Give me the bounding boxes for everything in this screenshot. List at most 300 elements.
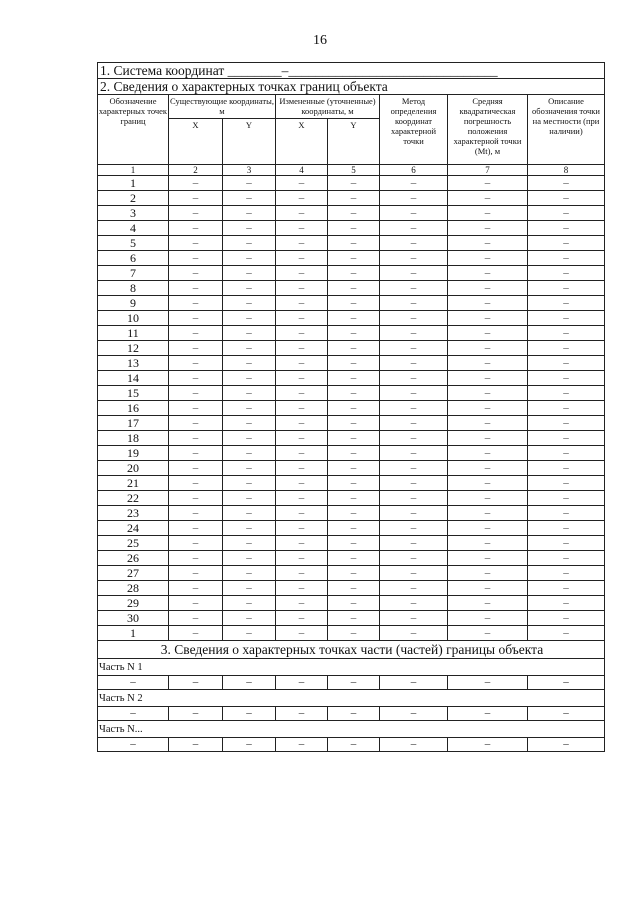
empty-value: –	[380, 521, 448, 536]
table-row	[98, 311, 605, 326]
column-number: 2	[169, 165, 223, 176]
empty-value: –	[276, 611, 328, 626]
empty-value: –	[528, 566, 605, 581]
empty-value: –	[223, 596, 276, 611]
empty-value: –	[276, 176, 328, 191]
point-number: 18	[98, 431, 169, 446]
empty-value: –	[528, 296, 605, 311]
empty-value: –	[223, 461, 276, 476]
empty-value: –	[380, 491, 448, 506]
table-row	[98, 476, 605, 491]
empty-value: –	[528, 371, 605, 386]
empty-value: –	[169, 551, 223, 566]
empty-value: –	[380, 476, 448, 491]
empty-value: –	[276, 236, 328, 251]
empty-value: –	[223, 266, 276, 281]
empty-value: –	[276, 491, 328, 506]
empty-value: –	[448, 356, 528, 371]
empty-value: –	[328, 311, 380, 326]
empty-value: –	[276, 281, 328, 296]
empty-value: –	[328, 401, 380, 416]
empty-value: –	[380, 266, 448, 281]
empty-value: –	[528, 266, 605, 281]
header-method: Метод определения координат характерной точки	[380, 95, 448, 165]
empty-value: –	[223, 341, 276, 356]
part-row	[98, 738, 605, 752]
point-number: 8	[98, 281, 169, 296]
empty-value: –	[276, 401, 328, 416]
point-number: 10	[98, 311, 169, 326]
empty-value: –	[448, 446, 528, 461]
empty-value: –	[528, 341, 605, 356]
empty-value: –	[169, 611, 223, 626]
point-number: 4	[98, 221, 169, 236]
empty-value: –	[528, 506, 605, 521]
empty-value: –	[448, 326, 528, 341]
empty-value: –	[276, 536, 328, 551]
empty-value: –	[380, 626, 448, 641]
empty-value: –	[169, 386, 223, 401]
empty-value: –	[528, 536, 605, 551]
point-number: 29	[98, 596, 169, 611]
empty-value: –	[328, 326, 380, 341]
point-number: 17	[98, 416, 169, 431]
empty-value: –	[448, 491, 528, 506]
empty-value: –	[380, 176, 448, 191]
table-row	[98, 596, 605, 611]
empty-value: –	[169, 626, 223, 641]
empty-value: –	[380, 311, 448, 326]
empty-value: –	[528, 551, 605, 566]
empty-value: –	[223, 536, 276, 551]
table-row	[98, 266, 605, 281]
empty-value: –	[528, 191, 605, 206]
point-number: 21	[98, 476, 169, 491]
point-number: 24	[98, 521, 169, 536]
empty-value: –	[169, 581, 223, 596]
table-row	[98, 566, 605, 581]
empty-value: –	[380, 738, 448, 752]
column-number: 5	[328, 165, 380, 176]
column-number: 1	[98, 165, 169, 176]
empty-value: –	[328, 176, 380, 191]
empty-value: –	[169, 491, 223, 506]
empty-value: –	[328, 566, 380, 581]
empty-value: –	[328, 371, 380, 386]
empty-value: –	[528, 401, 605, 416]
empty-value: –	[380, 566, 448, 581]
table-row	[98, 296, 605, 311]
empty-value: –	[276, 191, 328, 206]
empty-value: –	[328, 738, 380, 752]
empty-value: –	[276, 566, 328, 581]
header-existing-coords: Существующие координаты, м	[169, 95, 276, 119]
point-number: 20	[98, 461, 169, 476]
empty-value: –	[223, 431, 276, 446]
empty-value: –	[448, 581, 528, 596]
empty-value: –	[380, 707, 448, 721]
table-row	[98, 416, 605, 431]
empty-value: –	[328, 266, 380, 281]
table-row	[98, 371, 605, 386]
empty-value: –	[223, 581, 276, 596]
section-3-title: 3. Сведения о характерных точках части (частей) границы объекта	[98, 641, 605, 659]
empty-value: –	[169, 371, 223, 386]
empty-value: –	[528, 581, 605, 596]
empty-value: –	[380, 251, 448, 266]
coordinate-system-label: 1. Система координат	[100, 63, 225, 78]
empty-value: –	[448, 416, 528, 431]
point-number: 2	[98, 191, 169, 206]
point-number: 11	[98, 326, 169, 341]
empty-value: –	[169, 676, 223, 690]
coordinate-system-dash: –	[281, 63, 289, 78]
empty-value: –	[528, 416, 605, 431]
empty-value: –	[448, 386, 528, 401]
coordinate-system-line	[98, 63, 605, 79]
empty-value: –	[448, 206, 528, 221]
empty-value: –	[448, 551, 528, 566]
empty-value: –	[448, 431, 528, 446]
empty-value: –	[380, 281, 448, 296]
empty-value: –	[276, 521, 328, 536]
point-number: 15	[98, 386, 169, 401]
table-row	[98, 326, 605, 341]
header-existing-x: X	[169, 119, 223, 165]
header-changed-x: X	[276, 119, 328, 165]
column-number: 3	[223, 165, 276, 176]
empty-value: –	[223, 707, 276, 721]
table-row	[98, 386, 605, 401]
empty-value: –	[528, 491, 605, 506]
empty-value: –	[380, 401, 448, 416]
point-number: 12	[98, 341, 169, 356]
empty-value: –	[448, 566, 528, 581]
empty-value: –	[276, 356, 328, 371]
point-number: 28	[98, 581, 169, 596]
table-row	[98, 581, 605, 596]
empty-value: –	[448, 296, 528, 311]
empty-value: –	[328, 596, 380, 611]
empty-value: –	[169, 341, 223, 356]
part-label: Часть N 1	[98, 659, 605, 676]
empty-value: –	[169, 176, 223, 191]
empty-value: –	[528, 281, 605, 296]
empty-value: –	[223, 611, 276, 626]
point-number: 6	[98, 251, 169, 266]
empty-value: –	[380, 676, 448, 690]
empty-value: –	[276, 461, 328, 476]
table-row	[98, 431, 605, 446]
empty-value: –	[223, 371, 276, 386]
empty-value: –	[276, 738, 328, 752]
table-row	[98, 521, 605, 536]
empty-value: –	[528, 676, 605, 690]
empty-value: –	[528, 738, 605, 752]
point-number: 1	[98, 176, 169, 191]
empty-value: –	[328, 476, 380, 491]
empty-value: –	[528, 521, 605, 536]
empty-value: –	[276, 386, 328, 401]
coordinate-system-blank-1: ________	[227, 63, 282, 78]
empty-value: –	[380, 446, 448, 461]
empty-value: –	[380, 416, 448, 431]
empty-value: –	[328, 611, 380, 626]
empty-value: –	[328, 521, 380, 536]
empty-value: –	[328, 221, 380, 236]
empty-value: –	[448, 311, 528, 326]
empty-value: –	[276, 431, 328, 446]
empty-value: –	[223, 386, 276, 401]
empty-value: –	[328, 446, 380, 461]
empty-value: –	[276, 296, 328, 311]
coordinate-system-blank-2: _______________________________	[288, 63, 498, 78]
empty-value: –	[276, 341, 328, 356]
table-row	[98, 206, 605, 221]
empty-value: –	[276, 707, 328, 721]
empty-value: –	[276, 676, 328, 690]
empty-value: –	[528, 596, 605, 611]
empty-value: –	[276, 476, 328, 491]
empty-value: –	[328, 491, 380, 506]
empty-value: –	[380, 221, 448, 236]
empty-value: –	[528, 206, 605, 221]
empty-value: –	[169, 596, 223, 611]
boundary-table	[97, 62, 605, 752]
empty-value: –	[328, 551, 380, 566]
empty-value: –	[380, 206, 448, 221]
empty-value: –	[276, 206, 328, 221]
table-row	[98, 251, 605, 266]
empty-value: –	[276, 326, 328, 341]
empty-value: –	[223, 566, 276, 581]
point-number: 23	[98, 506, 169, 521]
empty-value: –	[223, 326, 276, 341]
empty-value: –	[276, 371, 328, 386]
empty-value: –	[528, 356, 605, 371]
empty-value: –	[169, 416, 223, 431]
empty-value: –	[169, 356, 223, 371]
empty-value: –	[328, 281, 380, 296]
part-row	[98, 676, 605, 690]
table-row	[98, 491, 605, 506]
empty-value: –	[328, 341, 380, 356]
empty-value: –	[169, 281, 223, 296]
point-number: 19	[98, 446, 169, 461]
point-number: 16	[98, 401, 169, 416]
table-row	[98, 536, 605, 551]
empty-value: –	[328, 206, 380, 221]
empty-value: –	[328, 236, 380, 251]
empty-value: –	[528, 461, 605, 476]
empty-value: –	[169, 566, 223, 581]
empty-value: –	[223, 506, 276, 521]
header-changed-coords: Измененные (уточненные) координаты, м	[276, 95, 380, 119]
table-row	[98, 401, 605, 416]
column-number: 7	[448, 165, 528, 176]
empty-value: –	[528, 446, 605, 461]
table-row	[98, 281, 605, 296]
empty-value: –	[169, 476, 223, 491]
empty-value: –	[448, 476, 528, 491]
empty-value: –	[276, 311, 328, 326]
table-row	[98, 356, 605, 371]
empty-value: –	[528, 707, 605, 721]
empty-value: –	[328, 386, 380, 401]
empty-value: –	[169, 446, 223, 461]
point-number: 7	[98, 266, 169, 281]
empty-value: –	[380, 191, 448, 206]
empty-value: –	[328, 356, 380, 371]
empty-value: –	[276, 596, 328, 611]
empty-value: –	[528, 221, 605, 236]
point-number: 3	[98, 206, 169, 221]
table-row	[98, 236, 605, 251]
empty-value: –	[328, 416, 380, 431]
empty-value: –	[98, 738, 169, 752]
point-number: 22	[98, 491, 169, 506]
empty-value: –	[223, 446, 276, 461]
empty-value: –	[380, 581, 448, 596]
empty-value: –	[448, 236, 528, 251]
empty-value: –	[276, 626, 328, 641]
empty-value: –	[169, 401, 223, 416]
empty-value: –	[448, 536, 528, 551]
empty-value: –	[169, 326, 223, 341]
table-row	[98, 191, 605, 206]
empty-value: –	[223, 356, 276, 371]
header-changed-y: Y	[328, 119, 380, 165]
empty-value: –	[276, 416, 328, 431]
empty-value: –	[223, 738, 276, 752]
empty-value: –	[169, 707, 223, 721]
point-number: 14	[98, 371, 169, 386]
empty-value: –	[169, 506, 223, 521]
empty-value: –	[223, 476, 276, 491]
empty-value: –	[448, 401, 528, 416]
empty-value: –	[448, 676, 528, 690]
part-label: Часть N...	[98, 721, 605, 738]
empty-value: –	[528, 431, 605, 446]
empty-value: –	[380, 431, 448, 446]
header-point-designation: Обозначение характерных точек границ	[98, 95, 169, 165]
empty-value: –	[448, 596, 528, 611]
point-number: 1	[98, 626, 169, 641]
table-row	[98, 551, 605, 566]
empty-value: –	[223, 191, 276, 206]
empty-value: –	[380, 386, 448, 401]
empty-value: –	[276, 446, 328, 461]
empty-value: –	[328, 581, 380, 596]
empty-value: –	[528, 626, 605, 641]
part-label: Часть N 2	[98, 690, 605, 707]
table-row	[98, 176, 605, 191]
empty-value: –	[223, 251, 276, 266]
empty-value: –	[169, 461, 223, 476]
table-row	[98, 341, 605, 356]
empty-value: –	[448, 738, 528, 752]
point-number: 27	[98, 566, 169, 581]
part-row	[98, 707, 605, 721]
empty-value: –	[223, 491, 276, 506]
column-number: 4	[276, 165, 328, 176]
empty-value: –	[328, 707, 380, 721]
empty-value: –	[223, 221, 276, 236]
empty-value: –	[448, 191, 528, 206]
empty-value: –	[528, 311, 605, 326]
empty-value: –	[169, 221, 223, 236]
empty-value: –	[276, 551, 328, 566]
empty-value: –	[380, 506, 448, 521]
empty-value: –	[98, 676, 169, 690]
empty-value: –	[448, 461, 528, 476]
empty-value: –	[448, 176, 528, 191]
empty-value: –	[448, 371, 528, 386]
point-number: 13	[98, 356, 169, 371]
empty-value: –	[380, 371, 448, 386]
empty-value: –	[380, 461, 448, 476]
table-row	[98, 461, 605, 476]
point-number: 25	[98, 536, 169, 551]
table-row	[98, 611, 605, 626]
header-accuracy: Средняя квадратическая погрешность положения характерной точки (Mt), м	[448, 95, 528, 165]
empty-value: –	[223, 401, 276, 416]
empty-value: –	[448, 341, 528, 356]
empty-value: –	[448, 521, 528, 536]
table-row	[98, 221, 605, 236]
boundary-points-form	[97, 62, 604, 752]
empty-value: –	[528, 176, 605, 191]
empty-value: –	[223, 311, 276, 326]
empty-value: –	[448, 611, 528, 626]
empty-value: –	[448, 281, 528, 296]
column-number: 6	[380, 165, 448, 176]
empty-value: –	[528, 386, 605, 401]
empty-value: –	[380, 551, 448, 566]
empty-value: –	[380, 356, 448, 371]
empty-value: –	[223, 176, 276, 191]
empty-value: –	[448, 707, 528, 721]
empty-value: –	[328, 296, 380, 311]
empty-value: –	[328, 251, 380, 266]
empty-value: –	[380, 296, 448, 311]
empty-value: –	[169, 266, 223, 281]
empty-value: –	[276, 506, 328, 521]
empty-value: –	[448, 221, 528, 236]
empty-value: –	[223, 626, 276, 641]
empty-value: –	[223, 551, 276, 566]
table-row	[98, 626, 605, 641]
empty-value: –	[448, 251, 528, 266]
empty-value: –	[276, 266, 328, 281]
empty-value: –	[380, 611, 448, 626]
table-row	[98, 446, 605, 461]
empty-value: –	[223, 296, 276, 311]
empty-value: –	[169, 296, 223, 311]
column-number-row	[98, 165, 605, 176]
empty-value: –	[380, 236, 448, 251]
empty-value: –	[276, 221, 328, 236]
point-number: 5	[98, 236, 169, 251]
empty-value: –	[380, 536, 448, 551]
empty-value: –	[98, 707, 169, 721]
empty-value: –	[328, 461, 380, 476]
empty-value: –	[328, 191, 380, 206]
empty-value: –	[380, 341, 448, 356]
empty-value: –	[448, 266, 528, 281]
empty-value: –	[528, 611, 605, 626]
empty-value: –	[448, 506, 528, 521]
